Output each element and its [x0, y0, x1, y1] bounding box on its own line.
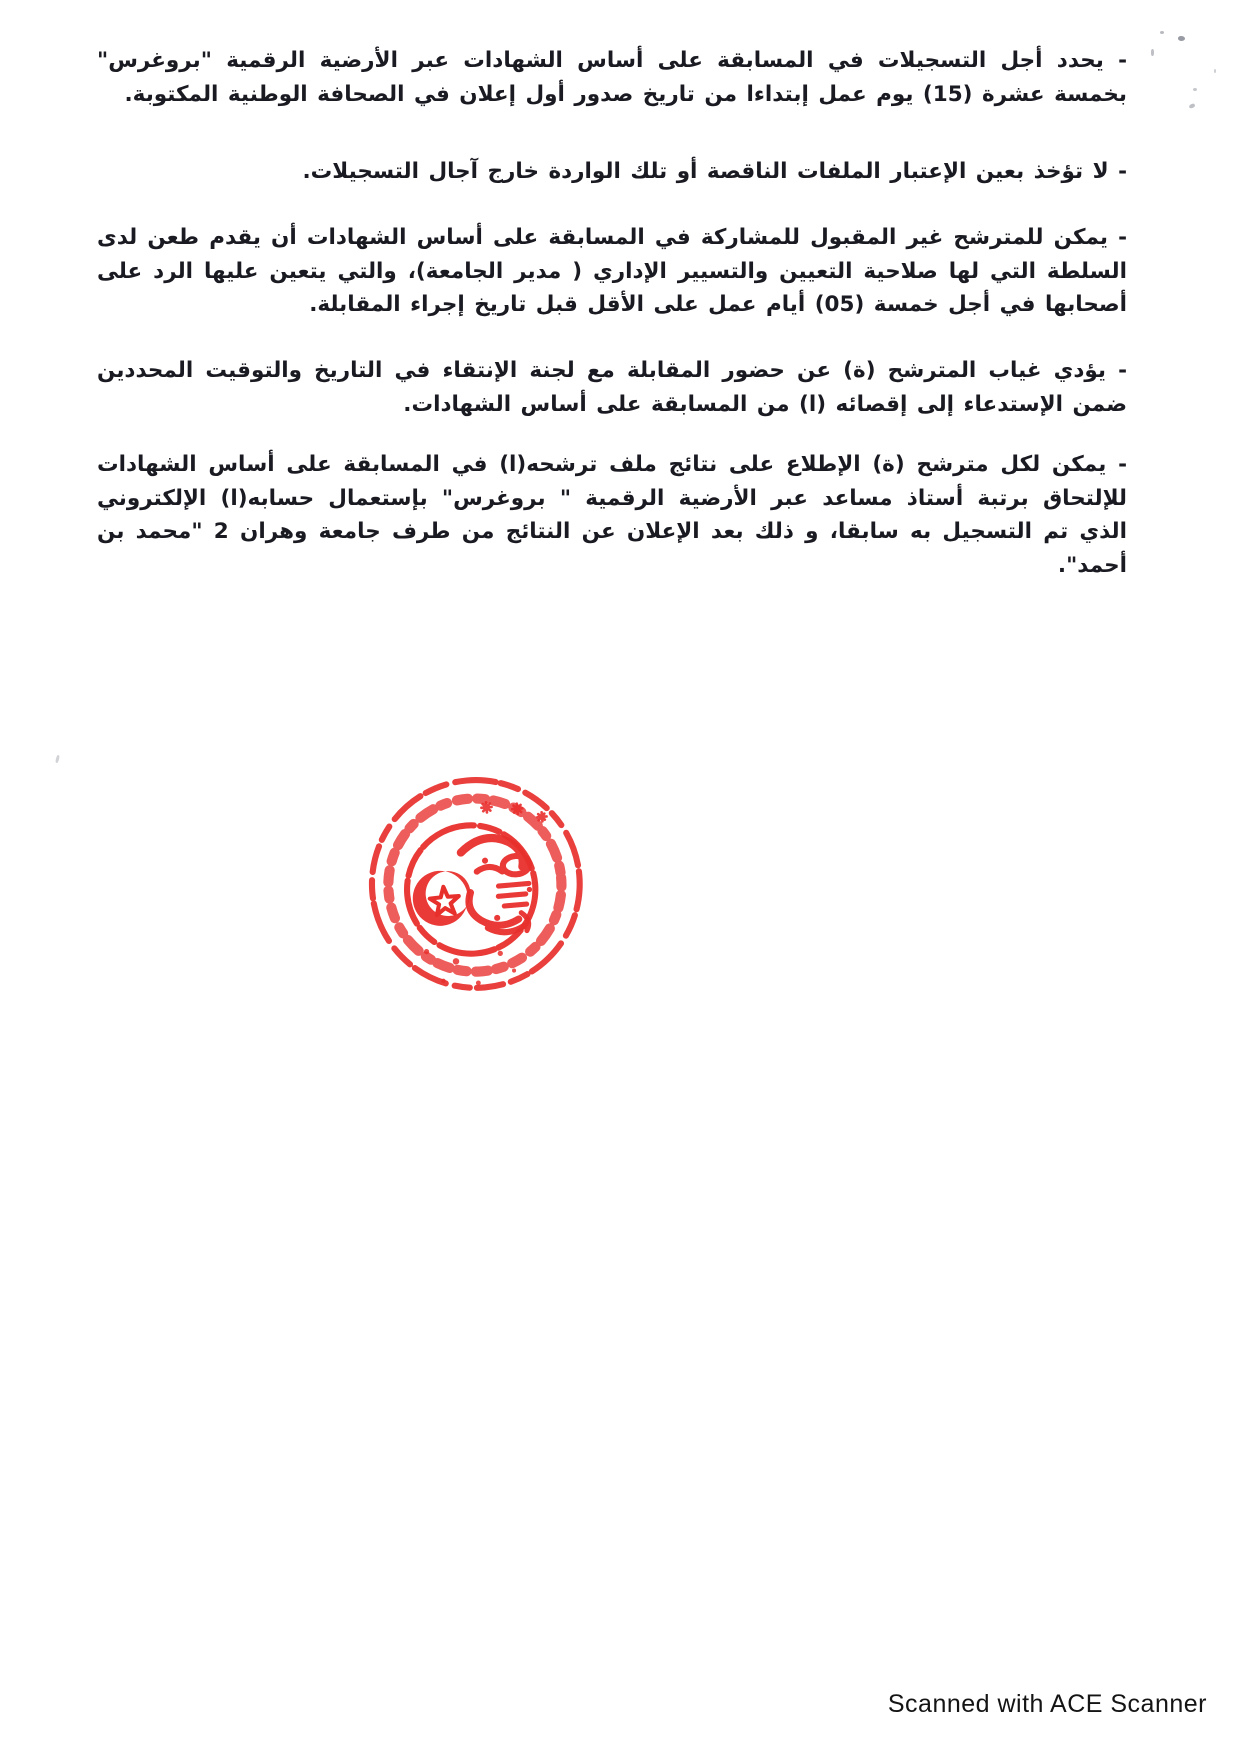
stamp-outer-ring: [364, 774, 588, 996]
document-paragraph-incomplete-files: - لا تؤخذ بعين الإعتبار الملفات الناقصة أو تلك الواردة خارج آجال التسجيلات.: [302, 159, 1127, 184]
scan-speck: [1188, 103, 1195, 109]
document-paragraph-appeal: - يمكن للمترشح غير المقبول للمشاركة في المسابقة على أساس الشهادات أن يقدم طعن لدى السلطة التي لها صلاحية التعيين والتسيير الإداري ( مدير الجامعة)، والتي يتعين عليها الرد على أصحابها في أجل خمسة (05) أيام عمل على الأقل قبل تاريخ إجراء المقابلة.: [97, 225, 1127, 317]
scan-speck: [1151, 49, 1154, 56]
scan-speck: [1160, 31, 1164, 34]
scanner-watermark: Scanned with ACE Scanner: [887, 1690, 1207, 1718]
scan-speck: [1214, 69, 1216, 73]
scan-speck: [1193, 88, 1197, 91]
document-paragraph-absence: - يؤدي غياب المترشح (ة) عن حضور المقابلة مع لجنة الإنتقاء في التاريخ والتوقيت المحددين ضمن الإستدعاء إلى إقصائه (ا) من المسابقة على أساس الشهادات.: [97, 358, 1127, 417]
scan-speck: [1178, 36, 1185, 41]
scan-speck: [55, 755, 60, 763]
document-paragraph-registration-deadline: - يحدد أجل التسجيلات في المسابقة على أساس الشهادات عبر الأرضية الرقمية "بروغرس" بخمسة عشرة (15) يوم عمل إبتداءا من تاريخ صدور أول إعلان في الصحافة الوطنية المكتوبة.: [97, 48, 1127, 107]
official-stamp: [364, 774, 588, 998]
document-paragraph-results: - يمكن لكل مترشح (ة) الإطلاع على نتائج ملف ترشحه(ا) في المسابقة على أساس الشهادات للإلتحاق برتبة أستاذ مساعد عبر الأرضية الرقمية " بروغرس" بإستعمال حسابه(ا) الإلكتروني الذي تم التسجيل به سابقا، و ذلك بعد الإعلان عن النتائج من طرف جامعة وهران 2 "محمد بن أحمد".: [97, 452, 1127, 578]
